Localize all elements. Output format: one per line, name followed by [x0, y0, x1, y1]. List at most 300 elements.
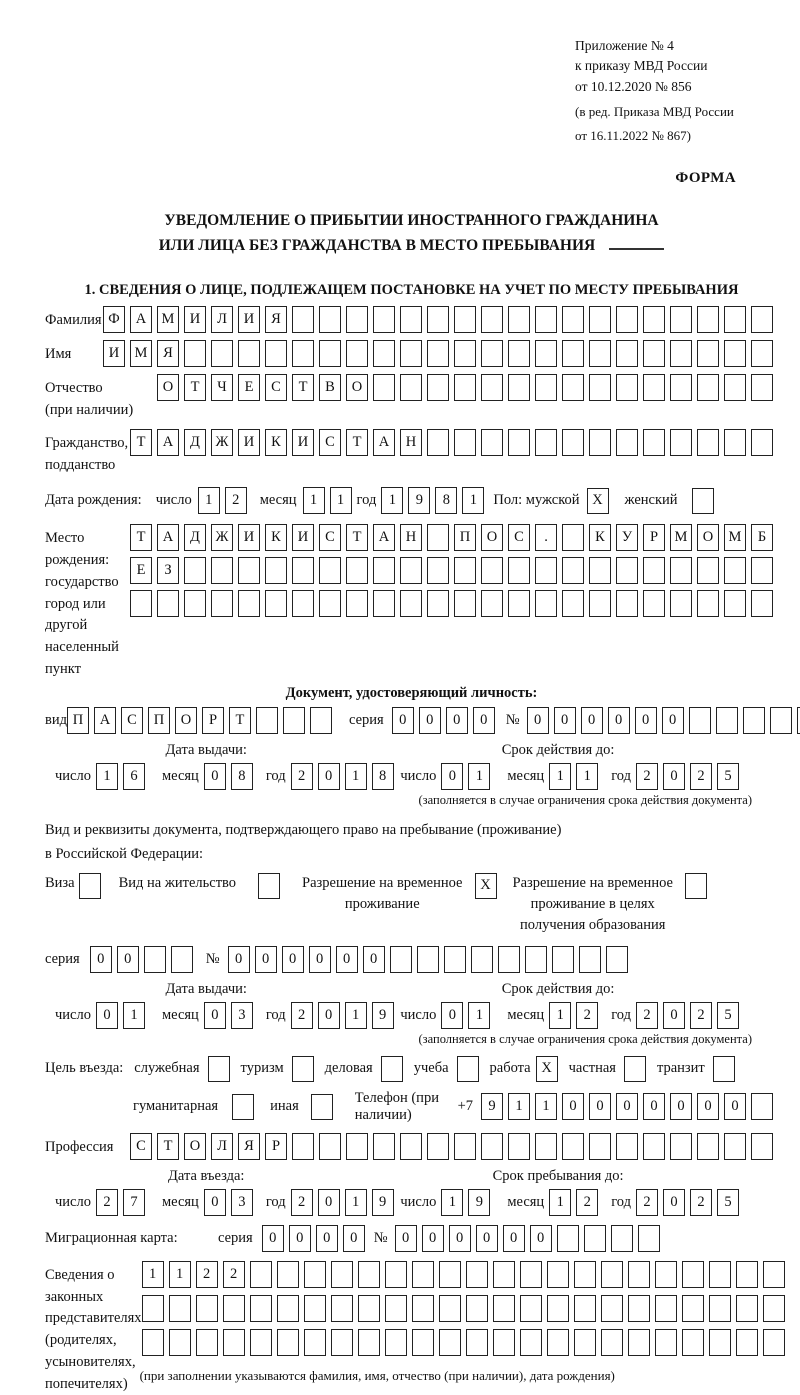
char-cell[interactable]: 7: [123, 1189, 145, 1216]
char-cell[interactable]: [628, 1261, 650, 1288]
char-cell[interactable]: А: [94, 707, 116, 734]
char-cell[interactable]: [385, 1261, 407, 1288]
char-cell[interactable]: И: [292, 524, 314, 551]
char-cell[interactable]: 0: [476, 1225, 498, 1252]
char-cell[interactable]: С: [508, 524, 530, 551]
char-cell[interactable]: [589, 590, 611, 617]
char-cell[interactable]: [196, 1329, 218, 1356]
purpose-private-checkbox[interactable]: [624, 1056, 646, 1082]
char-cell[interactable]: [277, 1295, 299, 1322]
char-cell[interactable]: [616, 374, 638, 401]
char-cell[interactable]: [427, 340, 449, 367]
char-cell[interactable]: [724, 557, 746, 584]
char-cell[interactable]: М: [157, 306, 179, 333]
char-cell[interactable]: 0: [90, 946, 112, 973]
char-cell[interactable]: 0: [228, 946, 250, 973]
char-cell[interactable]: И: [103, 340, 125, 367]
char-cell[interactable]: 0: [589, 1093, 611, 1120]
char-cell[interactable]: [310, 707, 332, 734]
char-cell[interactable]: Н: [400, 429, 422, 456]
char-cell[interactable]: [535, 306, 557, 333]
char-cell[interactable]: [157, 590, 179, 617]
char-cell[interactable]: [643, 1133, 665, 1160]
char-cell[interactable]: [454, 429, 476, 456]
char-cell[interactable]: О: [157, 374, 179, 401]
char-cell[interactable]: 1: [462, 487, 484, 514]
char-cell[interactable]: [697, 1133, 719, 1160]
char-cell[interactable]: З: [157, 557, 179, 584]
char-cell[interactable]: [770, 707, 792, 734]
char-cell[interactable]: И: [238, 524, 260, 551]
char-cell[interactable]: 9: [408, 487, 430, 514]
char-cell[interactable]: [574, 1329, 596, 1356]
char-cell[interactable]: 1: [345, 1002, 367, 1029]
char-cell[interactable]: [601, 1295, 623, 1322]
char-cell[interactable]: 9: [372, 1002, 394, 1029]
char-cell[interactable]: [724, 1133, 746, 1160]
char-cell[interactable]: [628, 1329, 650, 1356]
char-cell[interactable]: 0: [309, 946, 331, 973]
char-cell[interactable]: Ф: [103, 306, 125, 333]
char-cell[interactable]: [400, 1133, 422, 1160]
visa-checkbox[interactable]: [79, 873, 101, 899]
char-cell[interactable]: 2: [291, 1189, 313, 1216]
purpose-other-checkbox[interactable]: [311, 1094, 333, 1120]
char-cell[interactable]: [724, 429, 746, 456]
char-cell[interactable]: [346, 1133, 368, 1160]
char-cell[interactable]: [493, 1261, 515, 1288]
char-cell[interactable]: [589, 429, 611, 456]
char-cell[interactable]: [562, 1133, 584, 1160]
char-cell[interactable]: [797, 707, 800, 734]
char-cell[interactable]: 8: [435, 487, 457, 514]
char-cell[interactable]: [400, 590, 422, 617]
char-cell[interactable]: П: [67, 707, 89, 734]
char-cell[interactable]: 0: [581, 707, 603, 734]
char-cell[interactable]: [454, 306, 476, 333]
char-cell[interactable]: [743, 707, 765, 734]
char-cell[interactable]: 6: [123, 763, 145, 790]
char-cell[interactable]: [751, 1093, 773, 1120]
char-cell[interactable]: [346, 306, 368, 333]
char-cell[interactable]: Д: [184, 524, 206, 551]
char-cell[interactable]: [763, 1295, 785, 1322]
char-cell[interactable]: М: [670, 524, 692, 551]
char-cell[interactable]: 0: [527, 707, 549, 734]
char-cell[interactable]: [390, 946, 412, 973]
char-cell[interactable]: 0: [282, 946, 304, 973]
char-cell[interactable]: [444, 946, 466, 973]
char-cell[interactable]: [616, 340, 638, 367]
char-cell[interactable]: [400, 557, 422, 584]
char-cell[interactable]: [346, 340, 368, 367]
char-cell[interactable]: [682, 1295, 704, 1322]
char-cell[interactable]: [373, 557, 395, 584]
char-cell[interactable]: [331, 1329, 353, 1356]
char-cell[interactable]: [196, 1295, 218, 1322]
char-cell[interactable]: [697, 340, 719, 367]
char-cell[interactable]: [751, 374, 773, 401]
char-cell[interactable]: [481, 306, 503, 333]
char-cell[interactable]: 0: [318, 1002, 340, 1029]
char-cell[interactable]: Я: [157, 340, 179, 367]
char-cell[interactable]: [763, 1261, 785, 1288]
char-cell[interactable]: 2: [576, 1002, 598, 1029]
char-cell[interactable]: [643, 590, 665, 617]
char-cell[interactable]: [670, 429, 692, 456]
char-cell[interactable]: О: [346, 374, 368, 401]
char-cell[interactable]: [643, 306, 665, 333]
char-cell[interactable]: 1: [381, 487, 403, 514]
char-cell[interactable]: 0: [336, 946, 358, 973]
char-cell[interactable]: А: [157, 429, 179, 456]
char-cell[interactable]: П: [454, 524, 476, 551]
char-cell[interactable]: [697, 429, 719, 456]
char-cell[interactable]: 0: [204, 763, 226, 790]
char-cell[interactable]: 1: [549, 1189, 571, 1216]
char-cell[interactable]: 5: [717, 763, 739, 790]
char-cell[interactable]: 2: [291, 1002, 313, 1029]
char-cell[interactable]: [238, 340, 260, 367]
char-cell[interactable]: [574, 1295, 596, 1322]
char-cell[interactable]: [520, 1261, 542, 1288]
char-cell[interactable]: 0: [422, 1225, 444, 1252]
char-cell[interactable]: [562, 374, 584, 401]
char-cell[interactable]: 5: [717, 1002, 739, 1029]
char-cell[interactable]: [547, 1329, 569, 1356]
char-cell[interactable]: [142, 1329, 164, 1356]
char-cell[interactable]: [373, 306, 395, 333]
char-cell[interactable]: 8: [231, 763, 253, 790]
char-cell[interactable]: [304, 1261, 326, 1288]
char-cell[interactable]: 1: [169, 1261, 191, 1288]
char-cell[interactable]: М: [724, 524, 746, 551]
char-cell[interactable]: [265, 590, 287, 617]
char-cell[interactable]: [670, 306, 692, 333]
char-cell[interactable]: 0: [441, 1002, 463, 1029]
char-cell[interactable]: [292, 557, 314, 584]
char-cell[interactable]: С: [319, 524, 341, 551]
char-cell[interactable]: [709, 1261, 731, 1288]
char-cell[interactable]: 1: [468, 1002, 490, 1029]
char-cell[interactable]: 0: [530, 1225, 552, 1252]
char-cell[interactable]: [643, 557, 665, 584]
char-cell[interactable]: Е: [130, 557, 152, 584]
char-cell[interactable]: [412, 1329, 434, 1356]
char-cell[interactable]: [223, 1295, 245, 1322]
char-cell[interactable]: [439, 1295, 461, 1322]
char-cell[interactable]: [562, 590, 584, 617]
char-cell[interactable]: [589, 1133, 611, 1160]
char-cell[interactable]: Н: [400, 524, 422, 551]
char-cell[interactable]: [655, 1295, 677, 1322]
char-cell[interactable]: [471, 946, 493, 973]
char-cell[interactable]: [256, 707, 278, 734]
char-cell[interactable]: 1: [535, 1093, 557, 1120]
char-cell[interactable]: [265, 557, 287, 584]
char-cell[interactable]: [250, 1295, 272, 1322]
char-cell[interactable]: С: [319, 429, 341, 456]
char-cell[interactable]: [655, 1329, 677, 1356]
char-cell[interactable]: 0: [204, 1002, 226, 1029]
char-cell[interactable]: [751, 557, 773, 584]
char-cell[interactable]: [400, 340, 422, 367]
char-cell[interactable]: [525, 946, 547, 973]
char-cell[interactable]: 1: [345, 763, 367, 790]
char-cell[interactable]: Т: [346, 524, 368, 551]
char-cell[interactable]: [417, 946, 439, 973]
char-cell[interactable]: [547, 1295, 569, 1322]
char-cell[interactable]: [346, 590, 368, 617]
char-cell[interactable]: [400, 306, 422, 333]
char-cell[interactable]: [508, 1133, 530, 1160]
char-cell[interactable]: 0: [503, 1225, 525, 1252]
char-cell[interactable]: [557, 1225, 579, 1252]
char-cell[interactable]: [319, 557, 341, 584]
char-cell[interactable]: [508, 306, 530, 333]
char-cell[interactable]: Ж: [211, 429, 233, 456]
char-cell[interactable]: 1: [96, 763, 118, 790]
char-cell[interactable]: [319, 590, 341, 617]
char-cell[interactable]: [130, 590, 152, 617]
char-cell[interactable]: 0: [96, 1002, 118, 1029]
char-cell[interactable]: [493, 1295, 515, 1322]
char-cell[interactable]: [304, 1295, 326, 1322]
char-cell[interactable]: [709, 1329, 731, 1356]
char-cell[interactable]: 0: [663, 1002, 685, 1029]
sex-male-checkbox[interactable]: X: [587, 488, 609, 514]
char-cell[interactable]: [562, 557, 584, 584]
char-cell[interactable]: 3: [231, 1002, 253, 1029]
char-cell[interactable]: [736, 1295, 758, 1322]
char-cell[interactable]: И: [292, 429, 314, 456]
char-cell[interactable]: П: [148, 707, 170, 734]
char-cell[interactable]: С: [265, 374, 287, 401]
char-cell[interactable]: 1: [303, 487, 325, 514]
char-cell[interactable]: Т: [184, 374, 206, 401]
char-cell[interactable]: 0: [449, 1225, 471, 1252]
char-cell[interactable]: 1: [549, 763, 571, 790]
char-cell[interactable]: [493, 1329, 515, 1356]
char-cell[interactable]: 3: [231, 1189, 253, 1216]
char-cell[interactable]: [574, 1261, 596, 1288]
purpose-business-checkbox[interactable]: [208, 1056, 230, 1082]
char-cell[interactable]: [142, 1295, 164, 1322]
char-cell[interactable]: [498, 946, 520, 973]
char-cell[interactable]: А: [373, 524, 395, 551]
char-cell[interactable]: К: [265, 429, 287, 456]
char-cell[interactable]: 1: [142, 1261, 164, 1288]
char-cell[interactable]: 0: [262, 1225, 284, 1252]
char-cell[interactable]: [184, 557, 206, 584]
char-cell[interactable]: [616, 306, 638, 333]
char-cell[interactable]: 2: [223, 1261, 245, 1288]
char-cell[interactable]: В: [319, 374, 341, 401]
char-cell[interactable]: [412, 1295, 434, 1322]
residence-permit-checkbox[interactable]: [258, 873, 280, 899]
char-cell[interactable]: [211, 590, 233, 617]
char-cell[interactable]: [250, 1261, 272, 1288]
char-cell[interactable]: 0: [395, 1225, 417, 1252]
char-cell[interactable]: [508, 590, 530, 617]
char-cell[interactable]: 0: [363, 946, 385, 973]
purpose-commercial-checkbox[interactable]: [381, 1056, 403, 1082]
sex-female-checkbox[interactable]: [692, 488, 714, 514]
char-cell[interactable]: [589, 374, 611, 401]
char-cell[interactable]: [535, 374, 557, 401]
char-cell[interactable]: 2: [636, 1002, 658, 1029]
char-cell[interactable]: Т: [292, 374, 314, 401]
char-cell[interactable]: [716, 707, 738, 734]
char-cell[interactable]: 2: [636, 763, 658, 790]
char-cell[interactable]: [283, 707, 305, 734]
char-cell[interactable]: [346, 557, 368, 584]
char-cell[interactable]: [373, 1133, 395, 1160]
char-cell[interactable]: О: [697, 524, 719, 551]
char-cell[interactable]: О: [175, 707, 197, 734]
char-cell[interactable]: 2: [690, 1002, 712, 1029]
char-cell[interactable]: Т: [130, 429, 152, 456]
char-cell[interactable]: [466, 1295, 488, 1322]
char-cell[interactable]: [292, 590, 314, 617]
char-cell[interactable]: [238, 557, 260, 584]
char-cell[interactable]: [589, 557, 611, 584]
char-cell[interactable]: 0: [318, 1189, 340, 1216]
char-cell[interactable]: [358, 1329, 380, 1356]
char-cell[interactable]: 1: [345, 1189, 367, 1216]
char-cell[interactable]: [601, 1261, 623, 1288]
char-cell[interactable]: Р: [265, 1133, 287, 1160]
char-cell[interactable]: [616, 590, 638, 617]
char-cell[interactable]: [751, 306, 773, 333]
char-cell[interactable]: 2: [690, 1189, 712, 1216]
char-cell[interactable]: [211, 557, 233, 584]
char-cell[interactable]: Т: [346, 429, 368, 456]
char-cell[interactable]: 1: [468, 763, 490, 790]
temp-residence-checkbox[interactable]: X: [475, 873, 497, 899]
char-cell[interactable]: [751, 1133, 773, 1160]
char-cell[interactable]: 1: [198, 487, 220, 514]
char-cell[interactable]: Т: [130, 524, 152, 551]
char-cell[interactable]: [562, 340, 584, 367]
char-cell[interactable]: Е: [238, 374, 260, 401]
char-cell[interactable]: [439, 1329, 461, 1356]
char-cell[interactable]: [277, 1261, 299, 1288]
char-cell[interactable]: [481, 429, 503, 456]
char-cell[interactable]: [184, 340, 206, 367]
char-cell[interactable]: [427, 306, 449, 333]
char-cell[interactable]: 9: [372, 1189, 394, 1216]
char-cell[interactable]: [562, 524, 584, 551]
char-cell[interactable]: [169, 1329, 191, 1356]
char-cell[interactable]: [736, 1261, 758, 1288]
char-cell[interactable]: 0: [608, 707, 630, 734]
char-cell[interactable]: 5: [717, 1189, 739, 1216]
char-cell[interactable]: [331, 1261, 353, 1288]
char-cell[interactable]: [373, 590, 395, 617]
char-cell[interactable]: [589, 340, 611, 367]
char-cell[interactable]: Я: [238, 1133, 260, 1160]
char-cell[interactable]: А: [130, 306, 152, 333]
char-cell[interactable]: 0: [419, 707, 441, 734]
char-cell[interactable]: [643, 374, 665, 401]
char-cell[interactable]: 0: [663, 1189, 685, 1216]
char-cell[interactable]: [697, 590, 719, 617]
char-cell[interactable]: [724, 306, 746, 333]
char-cell[interactable]: 2: [96, 1189, 118, 1216]
char-cell[interactable]: [535, 340, 557, 367]
char-cell[interactable]: 0: [663, 763, 685, 790]
char-cell[interactable]: 1: [576, 763, 598, 790]
char-cell[interactable]: 0: [635, 707, 657, 734]
char-cell[interactable]: 0: [392, 707, 414, 734]
char-cell[interactable]: 2: [225, 487, 247, 514]
char-cell[interactable]: [562, 429, 584, 456]
char-cell[interactable]: И: [238, 429, 260, 456]
char-cell[interactable]: [535, 1133, 557, 1160]
char-cell[interactable]: [292, 1133, 314, 1160]
char-cell[interactable]: [481, 374, 503, 401]
char-cell[interactable]: 2: [576, 1189, 598, 1216]
char-cell[interactable]: [552, 946, 574, 973]
char-cell[interactable]: [223, 1329, 245, 1356]
char-cell[interactable]: [292, 306, 314, 333]
char-cell[interactable]: [385, 1329, 407, 1356]
char-cell[interactable]: [331, 1295, 353, 1322]
char-cell[interactable]: [454, 1133, 476, 1160]
char-cell[interactable]: С: [130, 1133, 152, 1160]
char-cell[interactable]: [616, 1133, 638, 1160]
char-cell[interactable]: [412, 1261, 434, 1288]
char-cell[interactable]: А: [157, 524, 179, 551]
char-cell[interactable]: [670, 557, 692, 584]
char-cell[interactable]: Т: [157, 1133, 179, 1160]
char-cell[interactable]: [616, 429, 638, 456]
char-cell[interactable]: Р: [202, 707, 224, 734]
char-cell[interactable]: [579, 946, 601, 973]
char-cell[interactable]: [763, 1329, 785, 1356]
char-cell[interactable]: [427, 557, 449, 584]
char-cell[interactable]: [439, 1261, 461, 1288]
char-cell[interactable]: [454, 374, 476, 401]
char-cell[interactable]: 0: [318, 763, 340, 790]
char-cell[interactable]: [697, 557, 719, 584]
char-cell[interactable]: 1: [508, 1093, 530, 1120]
char-cell[interactable]: И: [184, 306, 206, 333]
char-cell[interactable]: К: [589, 524, 611, 551]
char-cell[interactable]: [611, 1225, 633, 1252]
char-cell[interactable]: 0: [441, 763, 463, 790]
char-cell[interactable]: [481, 590, 503, 617]
char-cell[interactable]: 2: [636, 1189, 658, 1216]
char-cell[interactable]: [751, 590, 773, 617]
char-cell[interactable]: Ж: [211, 524, 233, 551]
char-cell[interactable]: [682, 1329, 704, 1356]
char-cell[interactable]: Л: [211, 306, 233, 333]
purpose-tourism-checkbox[interactable]: [292, 1056, 314, 1082]
char-cell[interactable]: [689, 707, 711, 734]
char-cell[interactable]: [265, 340, 287, 367]
char-cell[interactable]: [643, 340, 665, 367]
char-cell[interactable]: [589, 306, 611, 333]
char-cell[interactable]: [373, 374, 395, 401]
char-cell[interactable]: .: [535, 524, 557, 551]
char-cell[interactable]: [385, 1295, 407, 1322]
char-cell[interactable]: [682, 1261, 704, 1288]
char-cell[interactable]: [655, 1261, 677, 1288]
char-cell[interactable]: [751, 429, 773, 456]
purpose-transit-checkbox[interactable]: [713, 1056, 735, 1082]
